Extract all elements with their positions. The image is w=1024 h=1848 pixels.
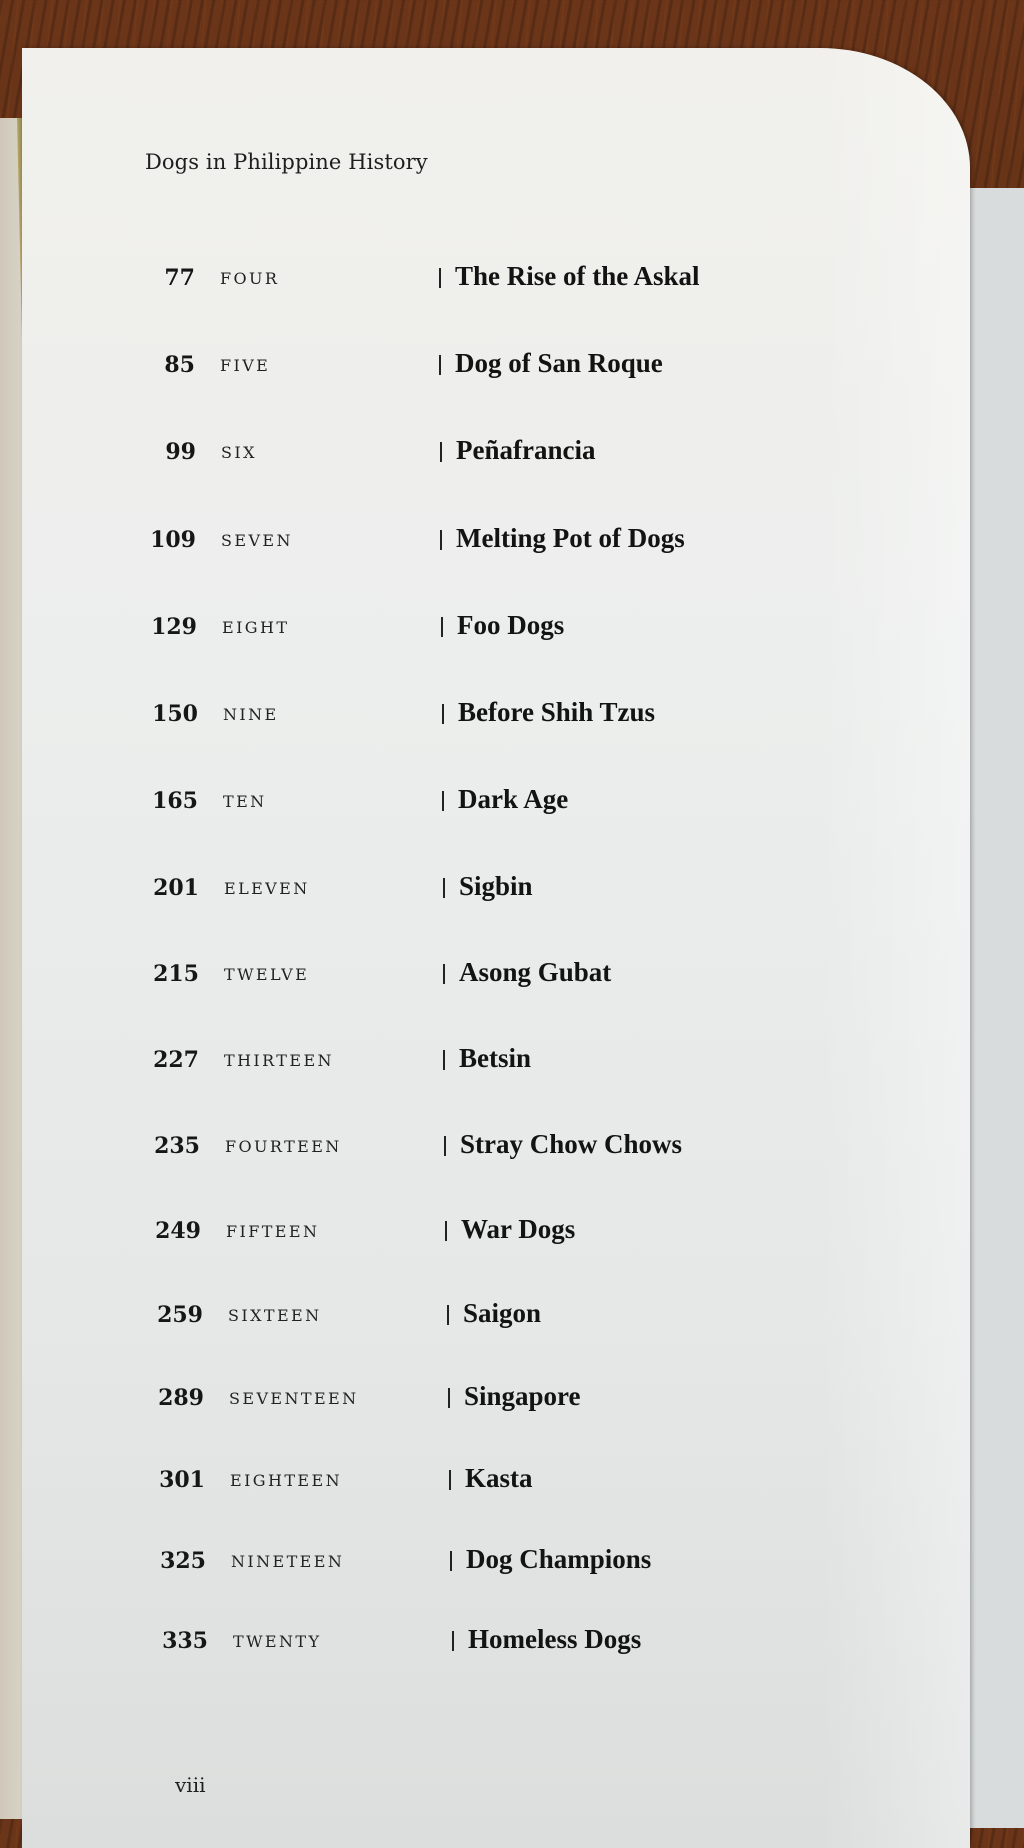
toc-separator (441, 617, 443, 637)
toc-separator (440, 530, 442, 550)
toc-title: Dark Age (458, 784, 569, 814)
running-head: Dogs in Philippine History (145, 150, 428, 174)
toc-chapter-label: NINE (223, 705, 279, 724)
toc-title: War Dogs (461, 1214, 576, 1244)
toc-page-number: 150 (152, 701, 198, 727)
toc-chapter-label: TWENTY (233, 1632, 322, 1651)
toc-title: Peñafrancia (456, 435, 596, 465)
toc-separator (447, 1305, 449, 1325)
toc-separator (443, 1050, 445, 1070)
toc-title: Saigon (463, 1298, 542, 1328)
toc-chapter-label: SEVEN (221, 531, 293, 550)
toc-title: The Rise of the Askal (455, 261, 700, 291)
toc-chapter-label: FIVE (220, 356, 271, 375)
toc-title: Betsin (459, 1043, 532, 1073)
page-folio: viii (175, 1773, 206, 1797)
toc-title: Asong Gubat (459, 957, 612, 987)
toc-page-number: 335 (162, 1628, 208, 1654)
toc-separator (439, 355, 441, 375)
toc-page-number: 165 (152, 788, 198, 814)
toc-separator (452, 1631, 454, 1651)
toc-page-number: 77 (164, 265, 195, 291)
toc-separator (444, 1136, 446, 1156)
toc-page-number: 109 (150, 527, 196, 553)
toc-title: Dog Champions (466, 1544, 652, 1574)
toc-chapter-label: FIFTEEN (226, 1222, 320, 1241)
toc-page-number: 85 (164, 352, 195, 378)
book-page (22, 48, 970, 1848)
toc-chapter-label: FOURTEEN (225, 1137, 342, 1156)
toc-page-number: 259 (157, 1302, 203, 1328)
toc-chapter-label: TEN (223, 792, 267, 811)
toc-page-number: 227 (153, 1047, 199, 1073)
toc-title: Kasta (465, 1463, 533, 1493)
toc-chapter-label: THIRTEEN (224, 1051, 334, 1070)
toc-separator (445, 1221, 447, 1241)
toc-chapter-label: SIXTEEN (228, 1306, 322, 1325)
toc-title: Melting Pot of Dogs (456, 523, 685, 553)
toc-separator (440, 442, 442, 462)
toc-separator (442, 704, 444, 724)
toc-chapter-label: EIGHT (222, 618, 290, 637)
toc-page-number: 129 (151, 614, 197, 640)
toc-title: Stray Chow Chows (460, 1129, 683, 1159)
toc-chapter-label: ELEVEN (224, 879, 310, 898)
toc-chapter-label: NINETEEN (231, 1552, 345, 1571)
toc-page-number: 249 (155, 1218, 201, 1244)
toc-page-number: 289 (158, 1385, 204, 1411)
toc-page-number: 201 (153, 875, 199, 901)
toc-page-number: 325 (160, 1548, 206, 1574)
toc-chapter-label: EIGHTEEN (230, 1471, 342, 1490)
toc-separator (443, 878, 445, 898)
toc-separator (449, 1470, 451, 1490)
toc-page-number: 99 (165, 439, 196, 465)
toc-page-number: 235 (154, 1133, 200, 1159)
toc-separator (450, 1551, 452, 1571)
toc-chapter-label: FOUR (220, 269, 280, 288)
toc-title: Singapore (464, 1381, 581, 1411)
toc-chapter-label: SEVENTEEN (229, 1389, 359, 1408)
toc-title: Foo Dogs (457, 610, 565, 640)
toc-title: Before Shih Tzus (458, 697, 656, 727)
toc-chapter-label: TWELVE (224, 965, 310, 984)
toc-separator (443, 964, 445, 984)
toc-title: Dog of San Roque (455, 348, 663, 378)
toc-chapter-label: SIX (221, 443, 257, 462)
toc-separator (442, 791, 444, 811)
toc-title: Homeless Dogs (468, 1624, 642, 1654)
toc-title: Sigbin (459, 871, 533, 901)
toc-page-number: 301 (159, 1467, 205, 1493)
toc-separator (439, 268, 441, 288)
toc-page-number: 215 (153, 961, 199, 987)
toc-separator (448, 1388, 450, 1408)
